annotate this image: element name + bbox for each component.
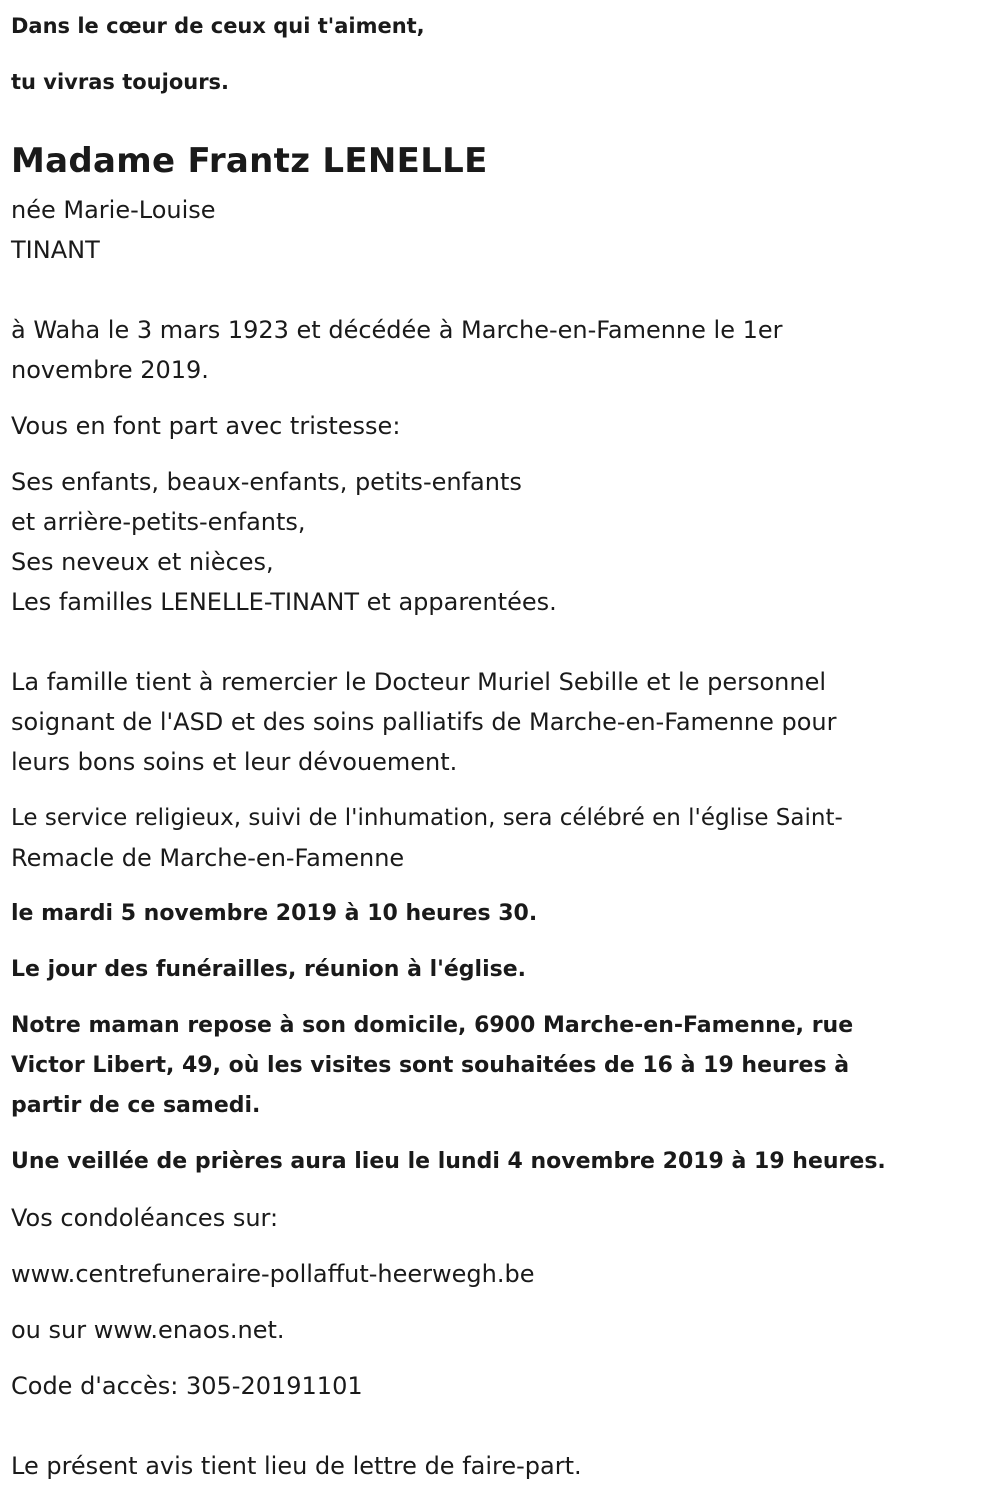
access-code: Code d'accès: 305-20191101 bbox=[11, 1372, 363, 1400]
maiden-name-line-1: née Marie-Louise bbox=[11, 196, 216, 224]
visitation-line: Notre maman repose à son domicile, 6900 Marche-en-Famenne, rue bbox=[11, 1013, 854, 1038]
thanks-line: La famille tient à remercier le Docteur Muriel Sebille et le personnel bbox=[11, 668, 827, 696]
birth-death-line-1: à Waha le 3 mars 1923 et décédée à Marche-en-Famenne le 1er bbox=[11, 316, 783, 344]
visitation-line: Victor Libert, 49, où les visites sont souhaitées de 16 à 19 heures à bbox=[11, 1053, 850, 1078]
condolences-website: www.centrefuneraire-pollaffut-heerwegh.be bbox=[11, 1260, 535, 1288]
service-line-2: Remacle de Marche-en-Famenne bbox=[11, 844, 405, 872]
condolences-alt-website: ou sur www.enaos.net. bbox=[11, 1316, 285, 1344]
family-line: et arrière-petits-enfants, bbox=[11, 508, 306, 536]
family-line: Ses neveux et nièces, bbox=[11, 548, 274, 576]
epigraph-line-1: Dans le cœur de ceux qui t'aiment, bbox=[11, 14, 425, 38]
family-line: Les familles LENELLE-TINANT et apparentées. bbox=[11, 588, 557, 616]
announcement-intro: Vous en font part avec tristesse: bbox=[11, 412, 401, 440]
deceased-name: Madame Frantz LENELLE bbox=[11, 141, 488, 181]
closing-note: Le présent avis tient lieu de lettre de faire-part. bbox=[11, 1452, 582, 1480]
condolences-intro: Vos condoléances sur: bbox=[11, 1204, 279, 1232]
vigil-notice: Une veillée de prières aura lieu le lundi 4 novembre 2019 à 19 heures. bbox=[11, 1149, 886, 1174]
visitation-line: partir de ce samedi. bbox=[11, 1093, 261, 1118]
service-line-1: Le service religieux, suivi de l'inhumation, sera célébré en l'église Saint- bbox=[11, 805, 843, 831]
service-date: le mardi 5 novembre 2019 à 10 heures 30. bbox=[11, 901, 538, 926]
birth-death-line-2: novembre 2019. bbox=[11, 356, 209, 384]
maiden-name-line-2: TINANT bbox=[11, 236, 100, 264]
gathering-note: Le jour des funérailles, réunion à l'église. bbox=[11, 957, 526, 982]
family-line: Ses enfants, beaux-enfants, petits-enfants bbox=[11, 468, 522, 496]
thanks-line: leurs bons soins et leur dévouement. bbox=[11, 748, 458, 776]
thanks-line: soignant de l'ASD et des soins palliatifs de Marche-en-Famenne pour bbox=[11, 708, 837, 736]
epigraph-line-2: tu vivras toujours. bbox=[11, 70, 230, 94]
